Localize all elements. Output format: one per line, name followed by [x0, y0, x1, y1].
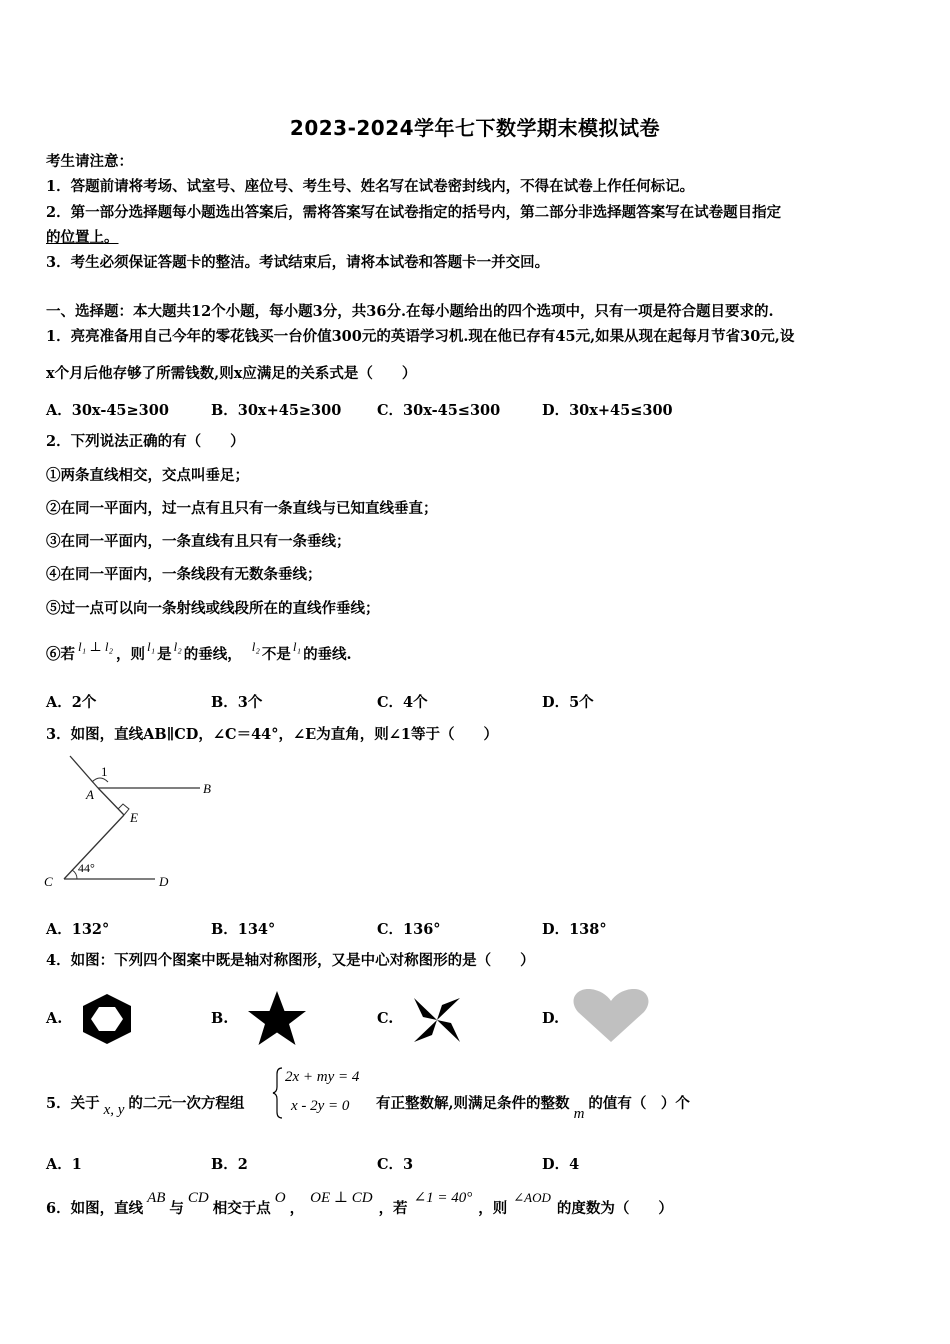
q1-option-c: C．30x-45≤300 — [377, 402, 501, 419]
q4-label-d: D. — [542, 1010, 560, 1027]
q2-statement-1: ①两条直线相交，交点叫垂足； — [46, 467, 249, 484]
q2-s6-mid4: 不是 — [261, 646, 291, 663]
notice-item-1: 1．答题前请将考场、试室号、座位号、考生号、姓名写在试卷密封线内，不得在试卷上作任何标记。 — [46, 178, 695, 195]
q6-t5: ，则 — [478, 1200, 508, 1217]
q2-stem: 2．下列说法正确的有（ ） — [46, 433, 245, 450]
q1-option-d: D．30x+45≤300 — [542, 402, 673, 419]
q3-label-1: 1 — [101, 764, 108, 779]
q2-s6-end: 的垂线. — [303, 646, 352, 663]
notice-item-3: 3．考生必须保证答题卡的整洁。考试结束后，请将本试卷和答题卡一并交回。 — [46, 254, 550, 271]
q3-stem: 3．如图，直线AB∥CD，∠C＝44°，∠E为直角，则∠1等于（ ） — [46, 726, 498, 743]
q3-transversal-line — [70, 756, 98, 788]
q3-segment-ae — [98, 788, 124, 815]
q3-label-a: A — [86, 787, 94, 802]
q2-option-c: C．4个 — [377, 694, 428, 711]
q2-s6-math-l1: l₁ — [147, 639, 156, 654]
q6-t6: 的度数为（ ） — [556, 1200, 673, 1217]
q3-option-c: C．136° — [377, 921, 441, 938]
q4-label-c: C. — [377, 1010, 394, 1027]
q3-label-e: E — [130, 810, 138, 825]
q1-line1: 1．亮亮准备用自己今年的零花钱买一台价值300元的英语学习机.现在他已存有45元,如果从现在起每月节省30元,设 — [46, 328, 795, 345]
q6-t4: ，若 — [378, 1200, 408, 1217]
q4-pinwheel-icon — [410, 995, 464, 1045]
q2-statement-3: ③在同一平面内，一条直线有且只有一条垂线； — [46, 533, 351, 550]
q3-option-d: D．138° — [542, 921, 607, 938]
q5-stem — [46, 1094, 245, 1118]
q3-label-c: C — [44, 874, 53, 889]
q3-option-a: A．132° — [46, 921, 110, 938]
q5-option-b: B．2 — [211, 1156, 248, 1173]
q2-statement-5: ⑤过一点可以向一条射线或线段所在的直线作垂线； — [46, 600, 380, 617]
q3-angle-c-arc — [72, 870, 77, 879]
notice-item-2a: 2．第一部分选择题每小题选出答案后，需将答案写在试卷指定的括号内，第二部分非选择题答案写在试卷题目指定 — [46, 204, 782, 221]
q6-t3: ， — [289, 1200, 305, 1217]
q2-s6-prefix: ⑥若 — [46, 646, 75, 663]
q5-equation-2: x - 2y = 0 — [291, 1098, 350, 1114]
q2-s6-math-l1b: l₁ — [292, 639, 302, 654]
q5-vars: x, y — [103, 1102, 125, 1118]
q5-suffix1: 有正整数解,则满足条件的整数 — [376, 1095, 570, 1112]
notice-item-2b-text: 的位置上。 — [46, 229, 119, 246]
q2-statement-6 — [46, 639, 352, 665]
q3-option-b: B．134° — [211, 921, 276, 938]
q6-stem — [46, 1190, 673, 1219]
q4-hexagon-icon — [78, 993, 136, 1045]
q5-var-m: m — [573, 1106, 585, 1122]
q2-s6-mid2: 是 — [157, 646, 172, 663]
q4-label-b: B. — [211, 1010, 229, 1027]
q2-s6-math-l2b: l₂ — [251, 639, 260, 654]
q2-s6-math-l2: l₂ — [173, 639, 182, 654]
q5-suffix2: 的值有（ ）个 — [588, 1095, 690, 1112]
q2-option-b: B．3个 — [211, 694, 263, 711]
q5-option-c: C．3 — [377, 1156, 414, 1173]
q4-star-icon — [246, 990, 308, 1046]
q3-figure — [40, 752, 230, 897]
q2-statement-2: ②在同一平面内，过一点有且只有一条直线与已知直线垂直； — [46, 500, 438, 517]
q6-math-angle1: ∠1 = 40° — [413, 1190, 473, 1206]
q3-right-angle-mark — [118, 804, 129, 815]
q5-brace — [272, 1066, 286, 1120]
q6-math-oe-perp-cd: OE ⊥ CD — [310, 1190, 373, 1206]
q1-option-b: B．30x+45≥300 — [211, 402, 342, 419]
q4-heart-icon — [572, 987, 650, 1043]
q5-mid: 的二元一次方程组 — [128, 1095, 245, 1112]
q5-suffix — [376, 1094, 690, 1122]
q6-t1: 与 — [169, 1200, 184, 1217]
q2-s6-mid1: ，则 — [116, 646, 145, 663]
q5-equation-1: 2x + my = 4 — [285, 1069, 360, 1085]
q4-label-a: A. — [46, 1010, 63, 1027]
q2-statement-4: ④在同一平面内，一条线段有无数条垂线； — [46, 566, 322, 583]
q6-math-o: O — [274, 1190, 286, 1206]
q4-stem: 4．如图：下列四个图案中既是轴对称图形，又是中心对称图形的是（ ） — [46, 952, 535, 969]
notice-item-2b — [46, 228, 119, 248]
q2-option-a: A．2个 — [46, 694, 97, 711]
q3-label-d: D — [159, 874, 169, 889]
q6-prefix: 6．如图，直线 — [46, 1200, 144, 1217]
q6-math-ab: AB — [147, 1190, 166, 1206]
page-title: 2023-2024学年七下数学期末模拟试卷 — [289, 116, 661, 140]
q5-option-d: D．4 — [542, 1156, 580, 1173]
q2-s6-math-perp: l₁ ⊥ l₂ — [78, 639, 113, 654]
q6-t2: 相交于点 — [212, 1200, 271, 1217]
q6-math-cd: CD — [187, 1190, 209, 1206]
q2-option-d: D．5个 — [542, 694, 594, 711]
q2-s6-mid3: 的垂线， — [183, 646, 242, 663]
q6-math-aod: ∠AOD — [513, 1190, 551, 1205]
q1-line2: x个月后他存够了所需钱数,则x应满足的关系式是（ ） — [46, 365, 417, 382]
q5-prefix: 5．关于 — [46, 1095, 100, 1112]
q3-label-b: B — [203, 781, 211, 796]
q5-option-a: A．1 — [46, 1156, 82, 1173]
section-heading: 一、选择题：本大题共12个小题，每小题3分，共36分.在每小题给出的四个选项中，只有一项是符合题目要求的. — [46, 303, 774, 320]
q3-label-angle: 44° — [78, 861, 95, 875]
q1-option-a: A．30x-45≥300 — [46, 402, 169, 419]
notice-heading: 考生请注意： — [46, 153, 133, 170]
